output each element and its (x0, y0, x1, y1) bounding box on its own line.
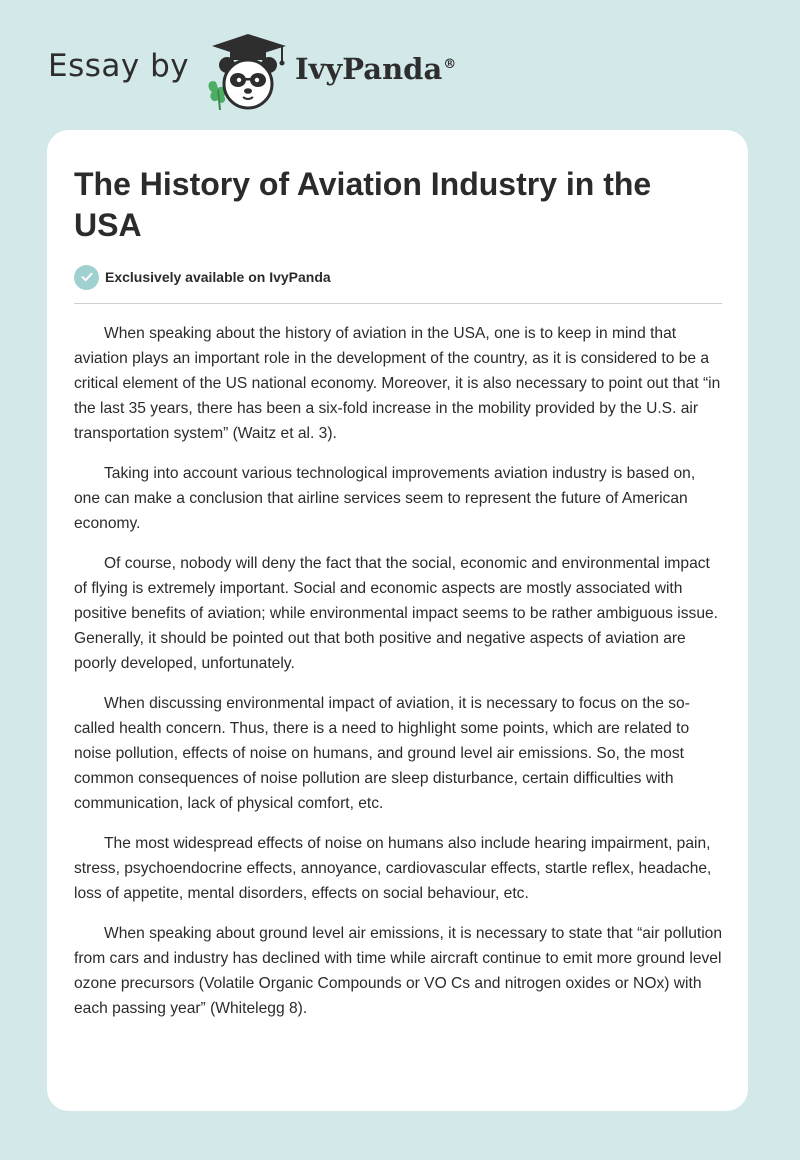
brand-header[interactable] (48, 30, 508, 110)
paragraph: When speaking about the history of aviation in the USA, one is to keep in mind that aviation plays an important role in the development of the country, as it is considered to be a critical element of the US national economy. Moreover, it is also necessary to point out that “in the last 35 years, there has been a six-fold increase in the mobility provided by the U.S. air transportation system” (Waitz et al. 3). (74, 325, 721, 442)
divider (74, 303, 722, 304)
panda-graduate-icon (200, 32, 292, 112)
paragraph: Taking into account various technological improvements aviation industry is based on, one can make a conclusion that airline services seem to represent the future of American economy. (74, 465, 696, 532)
paragraph: When speaking about ground level air emissions, it is necessary to state that “air pollution from cars and industry has declined with time while aircraft continue to emit more ground level ozone precursors (Volatile Organic Compounds or VO Cs and nitrogen oxides or NOx) with each passing year” (Whitelegg 8). (74, 925, 723, 1017)
paragraph: Of course, nobody will deny the fact that the social, economic and environmental impact of flying is extremely important. Social and economic aspects are mostly associated with positive benefits of aviation; while environmental impact seems to be rather ambiguous issue. Generally, it should be pointed out that both positive and negative aspects of aviation are poorly developed, unfortunately. (74, 555, 719, 672)
brand-prefix: Essay by (48, 48, 190, 84)
brand-name: IvyPanda® (295, 52, 457, 86)
essay-body (74, 321, 724, 1036)
exclusive-badge (74, 264, 331, 290)
paragraph: The most widespread effects of noise on humans also include hearing impairment, pain, stress, psychoendocrine effects, annoyance, cardiovascular effects, startle reflex, headache, loss of appetite, mental disorders, effects on social behaviour, etc. (74, 835, 712, 902)
check-circle-icon (74, 265, 99, 290)
paragraph: When discussing environmental impact of aviation, it is necessary to focus on the so-called health concern. Thus, there is a need to highlight some points, which are related to noise pollution, effects of noise on humans, and ground level air emissions. So, the most common consequences of noise pollution are sleep disturbance, certain difficulties with communication, lack of physical comfort, etc. (74, 695, 690, 812)
exclusive-badge-label: Exclusively available on IvyPanda (105, 269, 331, 285)
page-title: The History of Aviation Industry in the USA (74, 166, 652, 243)
essay-card (47, 130, 748, 1111)
